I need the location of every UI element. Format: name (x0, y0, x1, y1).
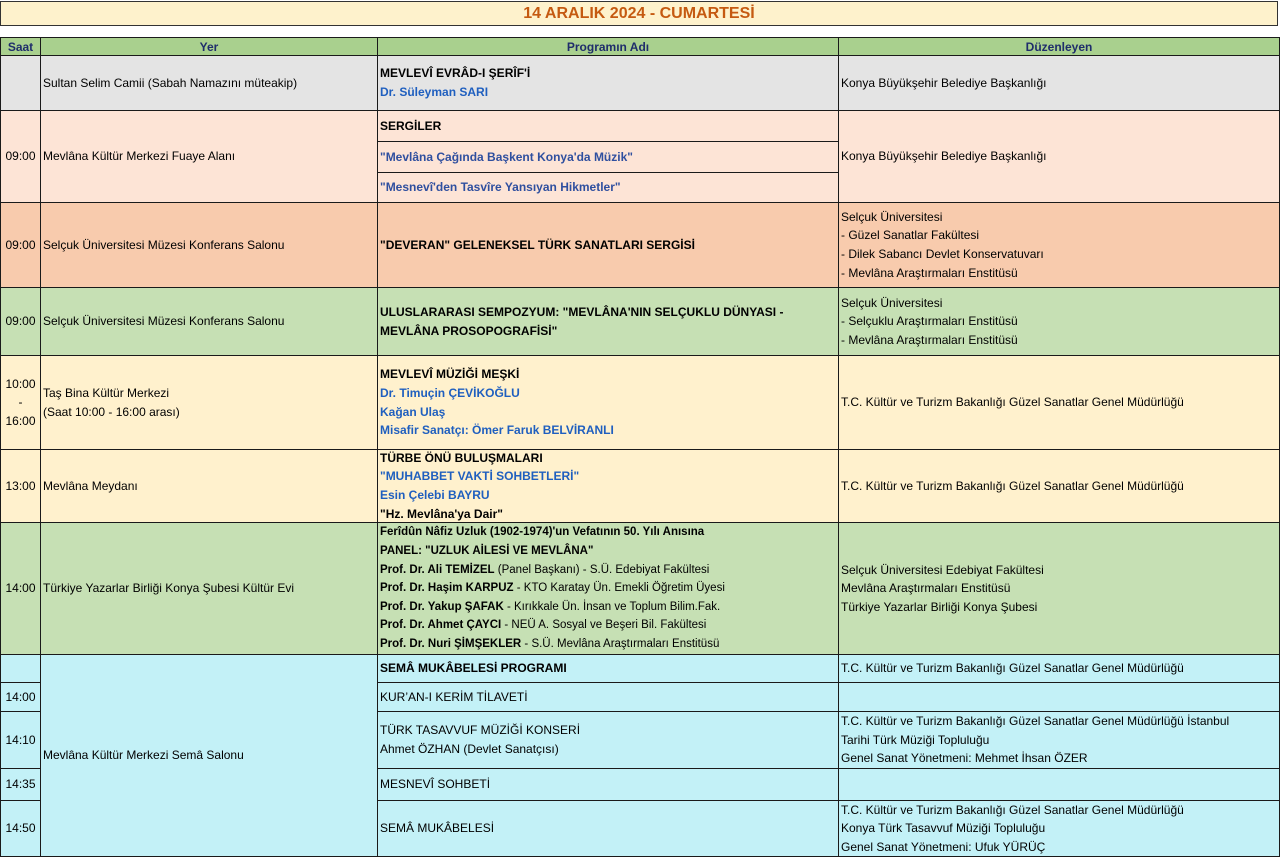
organizer-line: - Dilek Sabancı Devlet Konservatuvarı (841, 247, 1044, 261)
panelist (380, 579, 836, 598)
row-1-duzenleyen: Konya Büyükşehir Belediye Başkanlığı (838, 55, 1280, 111)
sema-1-saat (0, 654, 41, 683)
program-person: Misafir Sanatçı: Ömer Faruk BELVİRANLI (380, 423, 614, 438)
program-title: TÜRBE ÖNÜ BULUŞMALARI (380, 450, 543, 465)
sema-2-saat: 14:00 (0, 682, 41, 712)
panelist-detail: - S.Ü. Mevlâna Araştırmaları Enstitüsü (521, 637, 720, 650)
sema-5-saat: 14:50 (0, 800, 41, 857)
row-3-duzenleyen (838, 202, 1280, 288)
organizer-line: Türkiye Yazarlar Birliği Konya Şubesi (841, 599, 1038, 614)
sema-3-duzenleyen (838, 711, 1280, 769)
header-yer: Yer (40, 37, 378, 56)
time-end: 16:00 (5, 413, 36, 428)
sema-4-duzenleyen (838, 768, 1280, 801)
sema-4-saat: 14:35 (0, 768, 41, 801)
sema-5-program: SEMÂ MUKÂBELESİ (377, 800, 839, 857)
organizer-line: T.C. Kültür ve Turizm Bakanlığı Güzel Sanatlar Genel Müdürlüğü (841, 802, 1184, 817)
sema-3-saat: 14:10 (0, 711, 41, 769)
program-title-line: MEVLÂNA PROSOPOGRAFİSİ" (380, 323, 558, 338)
page-title: 14 ARALIK 2024 - CUMARTESİ (0, 1, 1278, 26)
sema-yer: Mevlâna Kültür Merkezi Semâ Salonu (40, 654, 378, 857)
program-title: MEVLEVÎ EVRÂD-I ŞERÎF'İ (380, 66, 531, 81)
sema-1-program: SEMÂ MUKÂBELESİ PROGRAMI (377, 654, 839, 683)
program-title-line: ULUSLARARASI SEMPOZYUM: "MEVLÂNA'NIN SELÇUKLU DÜNYASI - (380, 304, 784, 319)
row-6-duzenleyen: T.C. Kültür ve Turizm Bakanlığı Güzel Sanatlar Genel Müdürlüğü (838, 449, 1280, 523)
time-separator: - (18, 395, 23, 410)
venue-line: (Saat 10:00 - 16:00 arası) (43, 404, 180, 419)
row-6-program (377, 449, 839, 523)
organizer-line: Selçuk Üniversitesi (841, 209, 943, 224)
organizer-line: Selçuk Üniversitesi Edebiyat Fakültesi (841, 562, 1044, 577)
organizer-line: - Selçuklu Araştırmaları Enstitüsü (841, 314, 1018, 329)
venue-line: Taş Bina Kültür Merkezi (43, 385, 170, 400)
panelist (380, 561, 836, 580)
row-7-duzenleyen (838, 522, 1280, 655)
row-5-saat (0, 355, 41, 450)
row-4-duzenleyen (838, 287, 1280, 356)
sema-1-duzenleyen: T.C. Kültür ve Turizm Bakanlığı Güzel Sanatlar Genel Müdürlüğü (838, 654, 1280, 683)
row-5-duzenleyen: T.C. Kültür ve Turizm Bakanlığı Güzel Sanatlar Genel Müdürlüğü (838, 355, 1280, 450)
panelist-detail: - NEÜ A. Sosyal ve Beşeri Bil. Fakültesi (501, 619, 707, 632)
row-7-program (377, 522, 839, 655)
program-subtitle: "MUHABBET VAKTİ SOHBETLERİ" (380, 469, 580, 484)
row-1-program (377, 55, 839, 111)
row-7-saat: 14:00 (0, 522, 41, 655)
row-7-yer: Türkiye Yazarlar Birliği Konya Şubesi Kültür Evi (40, 522, 378, 655)
program-person: Esin Çelebi BAYRU (380, 488, 490, 502)
program-person: Dr. Timuçin ÇEVİKOĞLU (380, 385, 520, 400)
sema-3-program (377, 711, 839, 769)
organizer-line: Tarihi Türk Müziği Topluluğu (841, 732, 990, 747)
row-3-yer: Selçuk Üniversitesi Müzesi Konferans Salonu (40, 202, 378, 288)
row-4-program (377, 287, 839, 356)
panelist-detail: (Panel Başkanı) - S.Ü. Edebiyat Fakültesi (494, 563, 710, 576)
row-5-program (377, 355, 839, 450)
organizer-line: Mevlâna Araştırmaları Enstitüsü (841, 581, 1011, 596)
header-saat: Saat (0, 37, 41, 56)
panelist-name: Prof. Dr. Ali TEMİZEL (380, 563, 495, 576)
header-program: Programın Adı (377, 37, 839, 56)
row-4-yer: Selçuk Üniversitesi Müzesi Konferans Salonu (40, 287, 378, 356)
row-3-saat: 09:00 (0, 202, 41, 288)
row-2-duzenleyen: Konya Büyükşehir Belediye Başkanlığı (838, 110, 1280, 203)
organizer-line: T.C. Kültür ve Turizm Bakanlığı Güzel Sanatlar Genel Müdürlüğü İstanbul (841, 714, 1230, 729)
sema-2-program: KUR’AN-I KERİM TİLAVETİ (377, 682, 839, 712)
program-person: Kağan Ulaş (380, 404, 446, 419)
organizer-line: Selçuk Üniversitesi (841, 295, 943, 310)
panelist-name: Prof. Dr. Yakup ŞAFAK (380, 600, 504, 613)
sema-2-duzenleyen (838, 682, 1280, 712)
organizer-line: Konya Türk Tasavvuf Müziği Topluluğu (841, 821, 1046, 836)
panelist (380, 635, 836, 654)
panelist-detail: - Kırıkkale Ün. İnsan ve Toplum Bilim.Fak. (503, 600, 721, 613)
program-title: MEVLEVÎ MÜZİĞİ MEŞKİ (380, 367, 520, 382)
organizer-line: - Mevlâna Araştırmaları Enstitüsü (841, 332, 1018, 347)
panelist-name: Prof. Dr. Nuri ŞİMŞEKLER (380, 637, 522, 650)
row-3-program: "DEVERAN" GELENEKSEL TÜRK SANATLARI SERGİSİ (377, 202, 839, 288)
row-2-program-title: SERGİLER (377, 110, 839, 142)
row-2-yer: Mevlâna Kültür Merkezi Fuaye Alanı (40, 110, 378, 203)
row-2-program-exhibit-2: "Mesnevî'den Tasvîre Yansıyan Hikmetler" (377, 172, 839, 203)
panelist (380, 598, 836, 617)
row-6-yer: Mevlâna Meydanı (40, 449, 378, 523)
row-6-saat: 13:00 (0, 449, 41, 523)
organizer-line: Genel Sanat Yönetmeni: Ufuk YÜRÜÇ (841, 839, 1046, 854)
header-duzenleyen: Düzenleyen (838, 37, 1280, 56)
panelist (380, 616, 836, 635)
row-1-saat (0, 55, 41, 111)
row-2-saat: 09:00 (0, 110, 41, 203)
row-1-yer: Sultan Selim Camii (Sabah Namazını müteakip) (40, 55, 378, 111)
program-person: Dr. Süleyman SARI (380, 85, 489, 99)
sema-5-duzenleyen (838, 800, 1280, 857)
panel-heading: Ferîdûn Nâfiz Uzluk (1902-1974)'un Vefatının 50. Yılı Anısına (380, 526, 705, 539)
row-5-yer (40, 355, 378, 450)
panel-title: PANEL: "UZLUK AİLESİ VE MEVLÂNA" (380, 545, 594, 558)
program-person: Ahmet ÖZHAN (Devlet Sanatçısı) (380, 742, 559, 756)
row-4-saat: 09:00 (0, 287, 41, 356)
sema-4-program: MESNEVÎ SOHBETİ (377, 768, 839, 801)
organizer-line: - Mevlâna Araştırmaları Enstitüsü (841, 265, 1018, 280)
time-start: 10:00 (5, 376, 36, 391)
panelist-name: Prof. Dr. Ahmet ÇAYCI (380, 619, 502, 632)
organizer-line: Genel Sanat Yönetmeni: Mehmet İhsan ÖZER (841, 751, 1088, 766)
organizer-line: - Güzel Sanatlar Fakültesi (841, 228, 980, 243)
row-2-program-exhibit-1: "Mevlâna Çağında Başkent Konya'da Müzik" (377, 141, 839, 173)
program-title: TÜRK TASAVVUF MÜZİĞİ KONSERİ (380, 723, 581, 738)
panelist-name: Prof. Dr. Haşim KARPUZ (380, 582, 514, 595)
panelist-detail: - KTO Karatay Ün. Emekli Öğretim Üyesi (513, 582, 725, 595)
program-topic: "Hz. Mevlâna'ya Dair" (380, 506, 503, 521)
